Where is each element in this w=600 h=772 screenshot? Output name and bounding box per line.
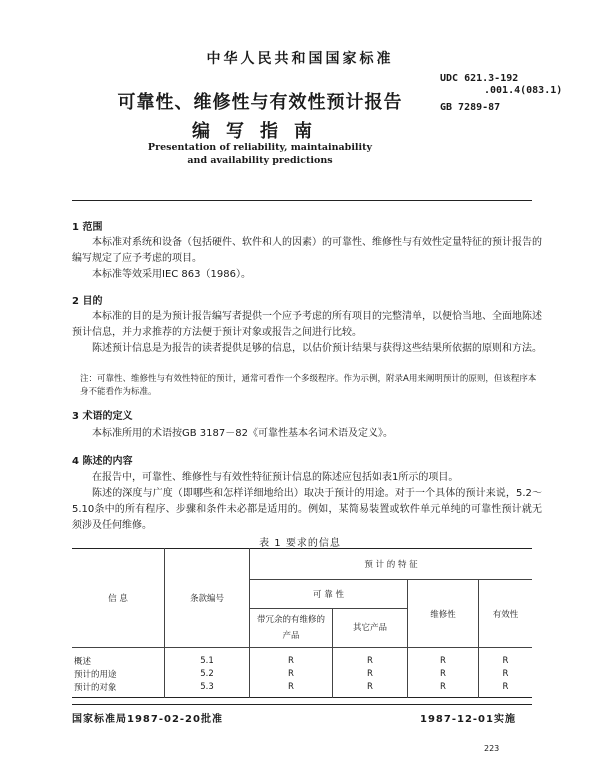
gb-code: GB 7289-87 xyxy=(440,102,501,113)
english-title xyxy=(0,141,520,167)
section-2-paragraph-2: 陈述预计信息是为报告的读者提供足够的信息，以估价预计结果与获得这些结果所依据的原则和方法。 xyxy=(92,343,542,354)
row-1-availability: R xyxy=(479,648,533,668)
standard-label: 中华人民共和国国家标准 xyxy=(206,51,394,67)
section-3-heading: 3 术语的定义 xyxy=(72,411,133,422)
row-3-other: R xyxy=(333,680,408,698)
section-4-paragraph-2: 陈述的深度与广度（即哪些和怎样详细地给出）取决于预计的用途。对于一个具体的预计来说，5.2～5.10条中的所有程序、步骤和条件未必都是适用的。例如，某简易装置或软件单元单纯的可靠性预计就无须涉及任何维修。 xyxy=(72,488,542,531)
requirements-table xyxy=(72,548,532,698)
header-predicted-characteristics: 预 计 的 特 征 xyxy=(250,549,533,580)
udc-line-1: UDC 621.3-192 xyxy=(440,73,519,84)
table-caption: 表 1 要求的信息 xyxy=(259,538,341,549)
row-1-info: 概述 xyxy=(74,656,92,667)
section-1-heading: 1 范围 xyxy=(72,222,103,233)
header-info: 信 息 xyxy=(72,549,165,648)
document-title: 可靠性、维修性与有效性预计报告 xyxy=(117,92,403,113)
section-4-paragraph-1: 在报告中，可靠性、维修性与有效性特征预计信息的陈述应包括如表1所示的项目。 xyxy=(92,472,459,483)
row-2-availability: R xyxy=(479,667,533,680)
section-1-paragraph-2: 本标准等效采用IEC 863（1986）。 xyxy=(92,269,251,280)
section-4-heading: 4 陈述的内容 xyxy=(72,456,133,467)
section-2-paragraph-1: 本标准的目的是为预计报告编写者提供一个应予考虑的所有项目的完整清单，以便恰当地、全面地陈述预计信息，并力求推荐的方法便于预计对象或报告之间进行比较。 xyxy=(72,311,542,338)
row-3-availability: R xyxy=(479,680,533,698)
row-1-other: R xyxy=(333,648,408,668)
section-3-paragraph-1: 本标准所用的术语按GB 3187－82《可靠性基本名词术语及定义》。 xyxy=(92,428,393,439)
row-1-redundant: R xyxy=(250,648,333,668)
section-1-paragraph-1: 本标准对系统和设备（包括硬件、软件和人的因素）的可靠性、维修性与有效性定量特征的预计报告的编写规定了应予考虑的项目。 xyxy=(72,237,542,264)
row-2-info: 预计的用途 xyxy=(74,669,117,680)
section-2-note: 注：可靠性、维修性与有效性特征的预计，通常可看作一个多级程序。作为示例，附录A用来阐明预计的原则，但该程序本身不能看作为标准。 xyxy=(80,374,537,397)
english-title-line-1: Presentation of reliability, maintainability xyxy=(147,142,373,153)
udc-line-2: .001.4(083.1) xyxy=(484,85,563,96)
section-2-heading: 2 目的 xyxy=(72,296,103,307)
row-2-redundant: R xyxy=(250,667,333,680)
row-1-clause: 5.1 xyxy=(165,648,250,668)
row-1-maintainability: R xyxy=(408,648,479,668)
header-maintainability: 维修性 xyxy=(408,580,479,648)
page-number: 223 xyxy=(484,744,500,753)
english-title-line-2: and availability predictions xyxy=(187,155,333,166)
footer-divider xyxy=(72,704,532,705)
row-3-clause: 5.3 xyxy=(165,680,250,698)
header-divider xyxy=(72,200,532,201)
effective-date: 1987-12-01实施 xyxy=(420,714,516,725)
row-3-redundant: R xyxy=(250,680,333,698)
udc-code xyxy=(440,73,562,97)
header-redundant-products: 带冗余的有维修的产品 xyxy=(250,609,333,648)
row-3-maintainability: R xyxy=(408,680,479,698)
header-availability: 有效性 xyxy=(479,580,533,648)
approval-date: 国家标准局1987-02-20批准 xyxy=(72,714,223,725)
header-other-products: 其它产品 xyxy=(333,609,408,648)
header-reliability: 可 靠 性 xyxy=(250,580,408,609)
header-clause: 条款编号 xyxy=(165,549,250,648)
row-3-info: 预计的对象 xyxy=(74,682,117,693)
document-subtitle: 编写指南 xyxy=(192,121,328,142)
row-2-clause: 5.2 xyxy=(165,667,250,680)
row-2-maintainability: R xyxy=(408,667,479,680)
row-2-other: R xyxy=(333,667,408,680)
